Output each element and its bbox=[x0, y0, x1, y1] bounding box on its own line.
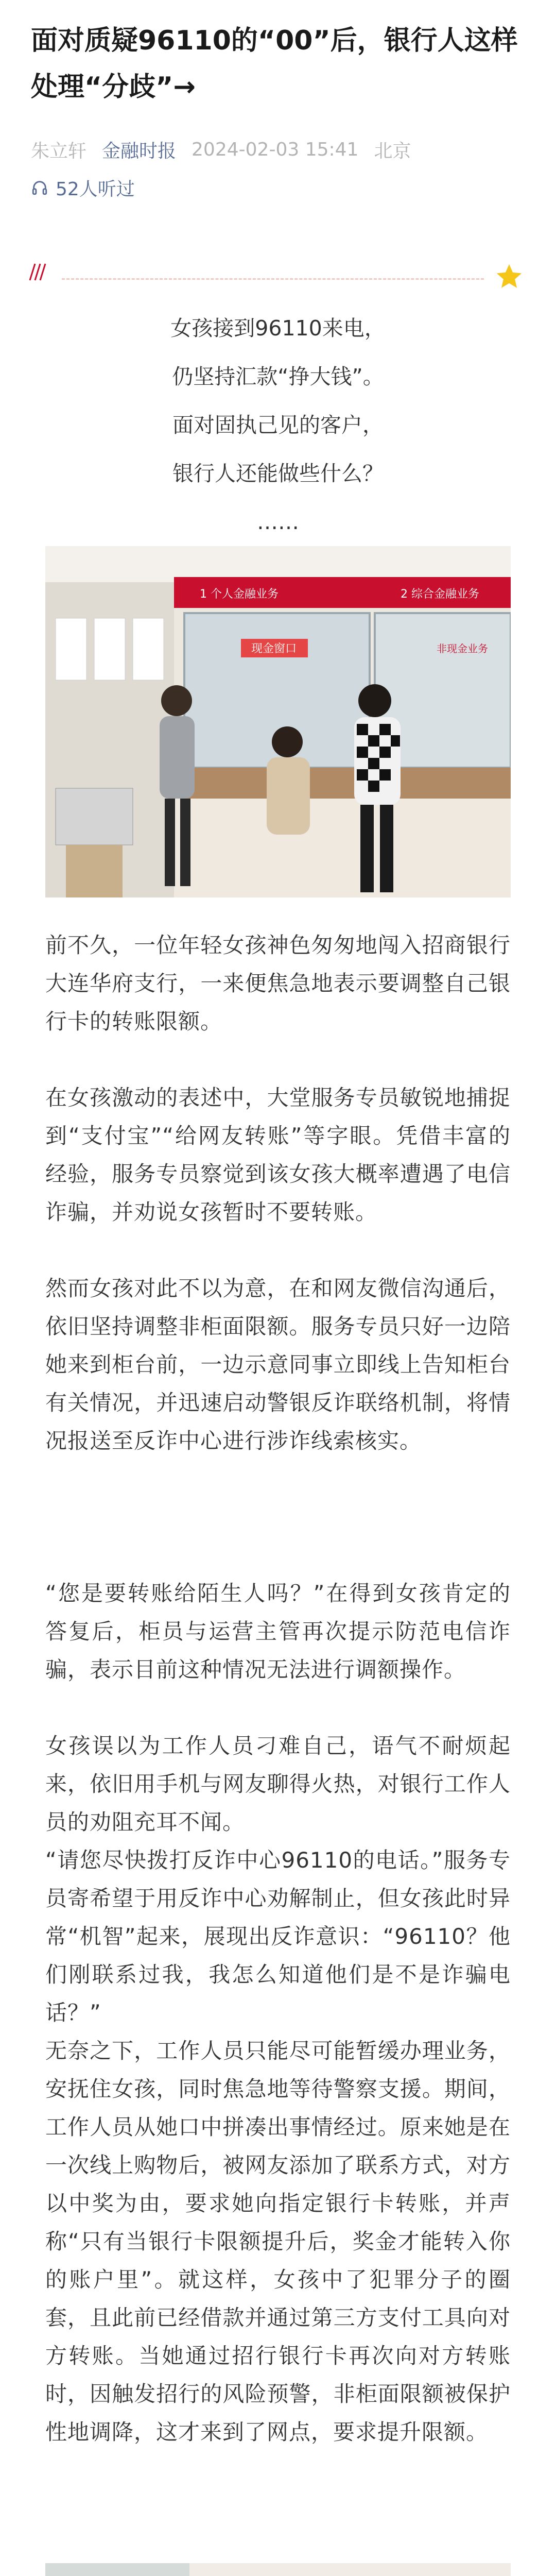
paragraph: “您是要转账给陌生人吗？”在得到女孩肯定的答复后，柜员与运营主管再次提示防范电信诈骗，表示目前这种情况无法进行调额操作。 bbox=[45, 1581, 511, 1682]
listen-count: 52人听过 bbox=[56, 178, 135, 200]
paragraph: 女孩误以为工作人员刁难自己，语气不耐烦起来，依旧用手机与网友聊得火热，对银行工作人员的劝阻充耳不闻。 bbox=[45, 1733, 511, 1835]
article-title: 面对质疑96110的“00”后，银行人这样处理“分歧”→ bbox=[31, 25, 518, 103]
publish-location: 北京 bbox=[374, 140, 411, 162]
paragraph: 无奈之下，工作人员只能尽可能暂缓办理业务，安抚住女孩，同时焦急地等待警察支援。期间，工作人员从她口中拼凑出事情经过。原来她是在一次线上购物后，被网友添加了联系方式，对方以中奖为由，要求她向指定银行卡转账，并声称“只有当银行卡限额提升后，奖金才能转入你的账户里”。就这样，女孩中了犯罪分子的圈套，且此前已经借款并通过第三方支付工具向对方转账。当她通过招行银行卡再次向对方转账时，因触发招行的风险预警，非柜面限额被保护性地调降，这才来到了网点，要求提升限额。 bbox=[45, 2038, 511, 2445]
counter-sign-right: 2 综合金融业务 bbox=[401, 588, 479, 601]
paragraph: “请您尽快拨打反诈中心96110的电话。”服务专员寄希望于用反诈中心劝解制止，但女孩此时异常“机智”起来，展现出反诈意识：“96110？他们刚联系过我，我怎么知道他们是不是诈骗电话？” bbox=[45, 1848, 511, 2025]
quote-mark-icon bbox=[28, 262, 59, 282]
cash-window-label: 现金窗口 bbox=[251, 642, 297, 655]
bank-counter-illustration bbox=[45, 546, 511, 897]
intro-line: …… bbox=[257, 510, 299, 534]
star-icon bbox=[494, 262, 524, 292]
publish-time: 2024-02-03 15:41 bbox=[192, 139, 359, 160]
paragraph: 然而女孩对此不以为意，在和网友微信沟通后，依旧坚持调整非柜面限额。服务专员只好一边陪她来到柜台前，一边示意同事立即线上告知柜台有关情况，并迅速启动警银反诈联络机制，将情况报送至反诈中心进行涉诈线索核实。 bbox=[45, 1276, 511, 1453]
intro-line: 银行人还能做些什么？ bbox=[172, 461, 384, 486]
article-meta bbox=[31, 134, 411, 165]
intro-block bbox=[31, 304, 525, 546]
headphones-icon bbox=[31, 179, 48, 196]
author-name: 朱立轩 bbox=[31, 140, 87, 162]
source-link[interactable]: 金融时报 bbox=[102, 140, 177, 162]
header-divider bbox=[62, 278, 484, 280]
counter-sign-left: 1 个人金融业务 bbox=[200, 588, 279, 601]
bank-counter-photo bbox=[45, 546, 511, 897]
police-visit-photo bbox=[45, 2563, 511, 2576]
paragraph: 前不久，一位年轻女孩神色匆匆地闯入招商银行大连华府支行，一来便焦急地表示要调整自己银行卡的转账限额。 bbox=[45, 933, 511, 1034]
intro-line: 女孩接到96110来电， bbox=[170, 316, 386, 341]
non-cash-label: 非现金业务 bbox=[437, 642, 488, 655]
paragraph: 在女孩激动的表述中，大堂服务专员敏锐地捕捉到“支付宝”“给网友转账”等字眼。凭借丰富的经验，服务专员察觉到该女孩大概率遭遇了电信诈骗，并劝说女孩暂时不要转账。 bbox=[45, 1085, 511, 1225]
intro-line: 面对固执己见的客户， bbox=[172, 413, 384, 437]
police-visit-illustration bbox=[45, 2563, 511, 2576]
intro-line: 仍坚持汇款“挣大钱”。 bbox=[172, 364, 384, 389]
listen-button[interactable] bbox=[31, 172, 135, 203]
